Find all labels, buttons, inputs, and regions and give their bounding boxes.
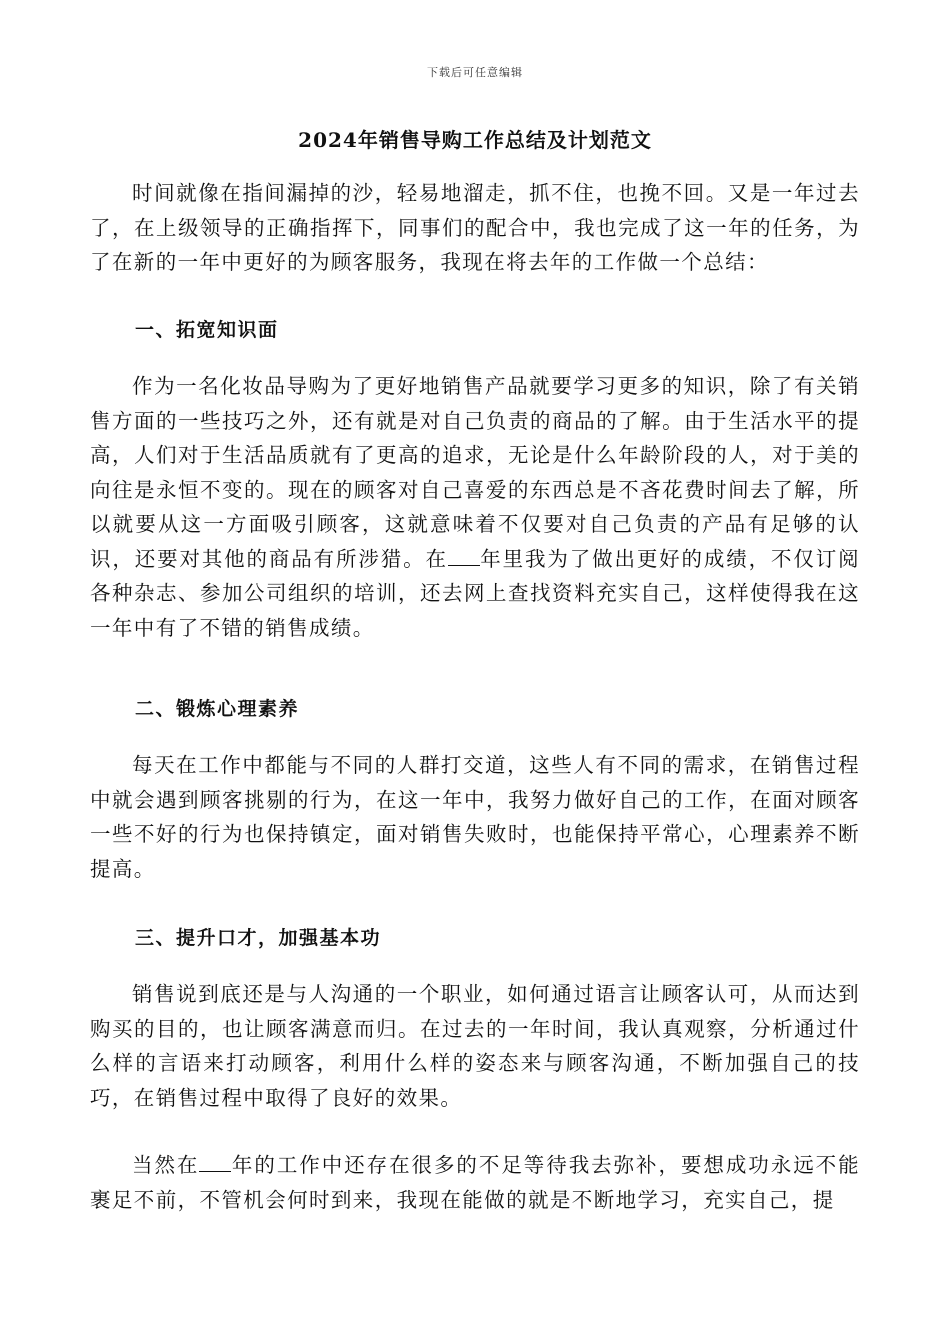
document-title: 2024年销售导购工作总结及计划范文 xyxy=(298,128,652,152)
closing-paragraph xyxy=(90,1148,860,1217)
section-1-paragraph xyxy=(90,369,860,645)
fill-in-blank xyxy=(448,549,480,566)
section-3-paragraph: 销售说到底还是与人沟通的一个职业，如何通过语言让顾客认可，从而达到购买的目的，也让顾客满意而归。在过去的一年时间，我认真观察，分析通过什么样的言语来打动顾客，利用什么样的姿态来与顾客沟通，不断加强自己的技巧，在销售过程中取得了良好的效果。 xyxy=(90,982,860,1110)
header-note: 下载后可任意编辑 xyxy=(427,66,523,79)
section-2-paragraph: 每天在工作中都能与不同的人群打交道，这些人有不同的需求，在销售过程中就会遇到顾客挑剔的行为，在这一年中，我努力做好自己的工作，在面对顾客一些不好的行为也保持镇定，面对销售失败时，也能保持平常心，心理素养不断提高。 xyxy=(90,753,860,881)
section-heading-3: 三、提升口才，加强基本功 xyxy=(135,927,382,949)
section-heading-2: 二、锻炼心理素养 xyxy=(135,698,300,720)
intro-paragraph: 时间就像在指间漏掉的沙，轻易地溜走，抓不住，也挽不回。又是一年过去了，在上级领导的正确指挥下，同事们的配合中，我也完成了这一年的任务，为了在新的一年中更好的为顾客服务，我现在将去年的工作做一个总结： xyxy=(90,181,860,274)
closing-text-part-2: 年的工作中还存在很多的不足等待我去弥补，要想成功永远不能裹足不前，不管机会何时到来，我现在能做的就是不断地学习，充实自己，提 xyxy=(90,1153,860,1212)
section-1-text-part-2: 年里我为了做出更好的成绩，不仅订阅各种杂志、参加公司组织的培训，还去网上查找资料充实自己，这样使得我在这一年中有了不错的销售成绩。 xyxy=(90,546,860,640)
closing-text-part-1: 当然在 xyxy=(132,1153,200,1177)
section-heading-1: 一、拓宽知识面 xyxy=(135,319,279,341)
fill-in-blank xyxy=(199,1155,231,1172)
section-1-text-part-1: 作为一名化妆品导购为了更好地销售产品就要学习更多的知识，除了有关销售方面的一些技巧之外，还有就是对自己负责的商品的了解。由于生活水平的提高，人们对于生活品质就有了更高的追求，无论是什么年龄阶段的人，对于美的向往是永恒不变的。现在的顾客对自己喜爱的东西总是不吝花费时间去了解，所以就要从这一方面吸引顾客，这就意味着不仅要对自己负责的产品有足够的认识，还要对其他的商品有所涉猎。在 xyxy=(90,374,860,571)
